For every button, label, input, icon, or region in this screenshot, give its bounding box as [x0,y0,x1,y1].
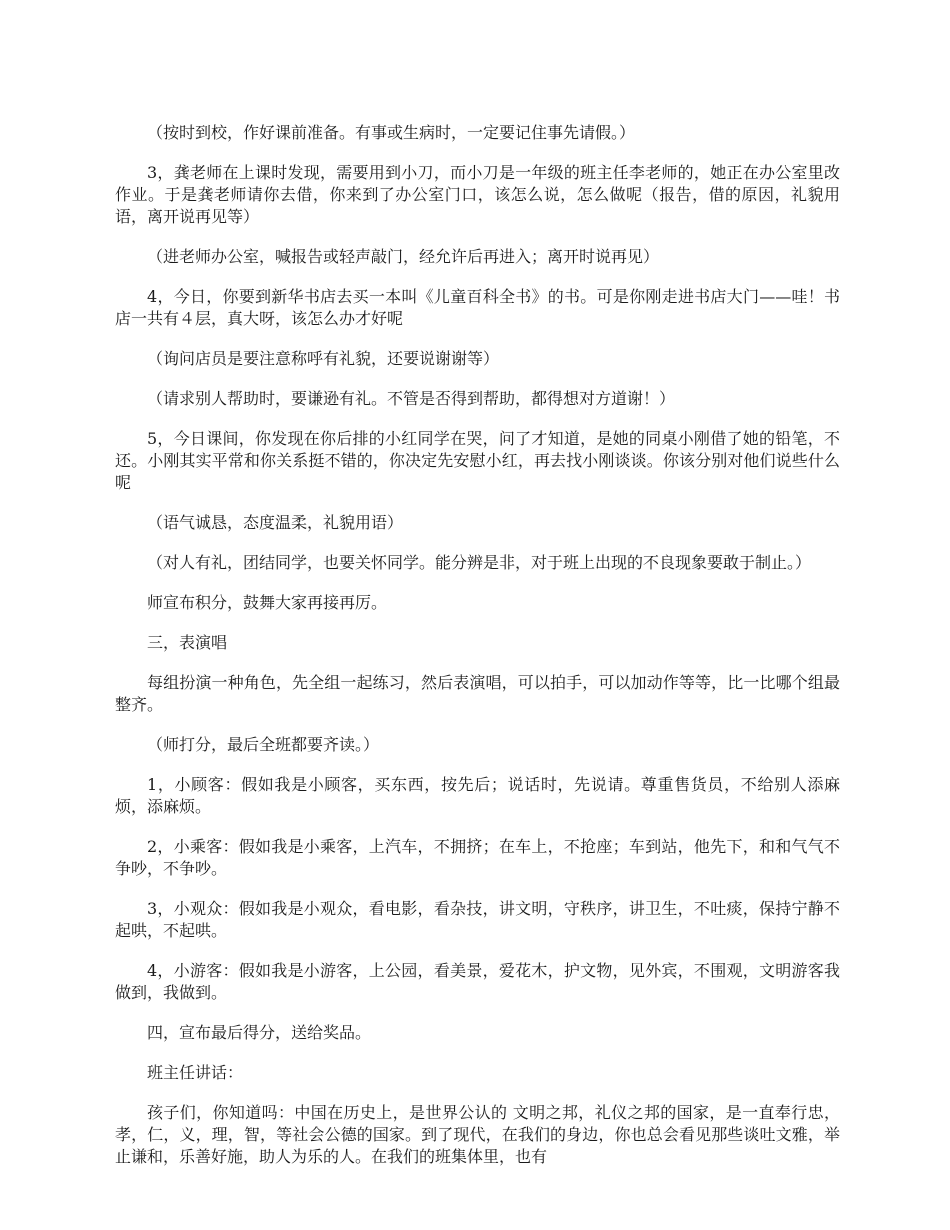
paragraph-teacher-speech-label: 班主任讲话： [147,1063,244,1082]
paragraph-group-roles: 每组扮演一种角色，先全组一起练习，然后表演唱，可以拍手，可以加动作等等，比一比哪个组最整齐。 [115,673,840,714]
paragraph-ask-clerk: （询问店员是要注意称呼有礼貌，还要说谢谢等） [147,349,500,368]
paragraph-courtesy: （对人有礼，团结同学，也要关怀同学。能分辨是非，对于班上出现的不良现象要敢于制止。） [147,553,812,572]
paragraph-passenger: 2，小乘客：假如我是小乘客，上汽车，不拥挤；在车上，不抢座；车到站，他先下，和和气气不争吵，不争吵。 [115,837,840,878]
paragraph-ask-help: （请求别人帮助时，要谦逊有礼。不管是否得到帮助，都得想对方道谢！） [147,389,676,408]
paragraph-scenario-3: 3，龚老师在上课时发现，需要用到小刀，而小刀是一年级的班主任李老师的，她正在办公室里改作业。于是龚老师请你去借，你来到了办公室门口，该怎么说，怎么做呢（报告，借的原因，礼貌用语，离开说再见等） [115,163,840,226]
paragraph-customer: 1，小顾客：假如我是小顾客，买东西，按先后；说话时，先说请。尊重售货员，不给别人添麻烦，添麻烦。 [115,775,840,816]
paragraph-office-etiquette: （进老师办公室，喊报告或轻声敲门，经允许后再进入；离开时说再见） [147,247,660,266]
section-heading-awards: 四，宣布最后得分，送给奖品。 [147,1023,372,1042]
paragraph-audience: 3，小观众：假如我是小观众，看电影，看杂技，讲文明，守秩序，讲卫生，不吐痰，保持宁静不起哄，不起哄。 [115,899,840,940]
paragraph-announce-score: 师宣布积分，鼓舞大家再接再厉。 [147,593,388,612]
paragraph-scenario-5: 5，今日课间，你发现在你后排的小红同学在哭，问了才知道，是她的同桌小刚借了她的铅笔，不还。小刚其实平常和你关系挺不错的，你决定先安慰小红，再去找小刚谈谈。你该分别对他们说些什么呢 [115,429,840,492]
paragraph-teacher-score: （师打分，最后全班都要齐读。） [147,735,380,754]
paragraph-reminder-leave: （按时到校，作好课前准备。有事或生病时，一定要记住事先请假。） [147,123,636,142]
paragraph-tourist: 4，小游客：假如我是小游客，上公园，看美景，爱花木，护文物，见外宾，不围观，文明游客我做到，我做到。 [115,961,840,1002]
paragraph-tone: （语气诚恳，态度温柔，礼貌用语） [147,513,404,532]
section-heading-performance: 三，表演唱 [147,633,228,652]
paragraph-scenario-4: 4，今日，你要到新华书店去买一本叫《儿童百科全书》的书。可是你刚走进书店大门——哇！书店一共有４层，真大呀，该怎么办才好呢 [115,287,840,328]
document-page [115,122,840,1186]
paragraph-teacher-speech: 孩子们，你知道吗：中国在历史上，是世界公认的 文明之邦，礼仪之邦的国家，是一直奉行忠，孝，仁，义，理，智，等社会公德的国家。到了现代，在我们的身边，你也总会看见那些谈吐文雅，举止谦和，乐善好施，助人为乐的人。在我们的班集体里，也有 [115,1103,840,1166]
